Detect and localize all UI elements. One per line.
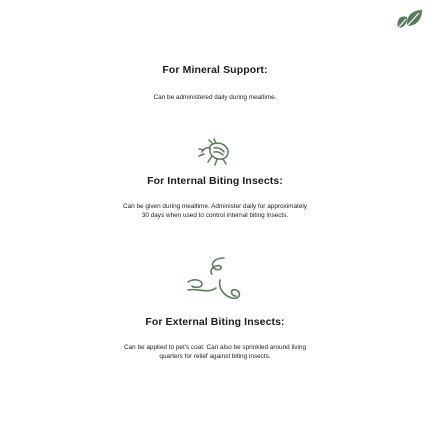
section-description (0, 203, 430, 220)
worms-icon (184, 256, 246, 304)
description-line: Can be administered daily during mealtime. (153, 94, 277, 101)
section-description (0, 94, 430, 103)
leaf-icon (394, 6, 424, 32)
description-line: Can be given during mealtime. Administer daily for approximately (123, 203, 307, 210)
insect-icon (196, 138, 236, 166)
description-line: quarters for relief against biting insects. (159, 352, 271, 360)
description-line: Can be applied to pet's coat. Can also be sprinkled around living (123, 344, 307, 351)
section-heading: For External Biting Insects: (145, 316, 285, 328)
section-heading: For Mineral Support: (162, 64, 268, 76)
section-heading: For Internal Biting Insects: (147, 175, 283, 187)
description-line: 30 days when used to control internal biting insects. (141, 211, 289, 219)
section-internal-insects (0, 175, 430, 187)
section-external-insects (0, 316, 430, 328)
section-description (0, 344, 430, 361)
section-mineral-support (0, 64, 430, 76)
